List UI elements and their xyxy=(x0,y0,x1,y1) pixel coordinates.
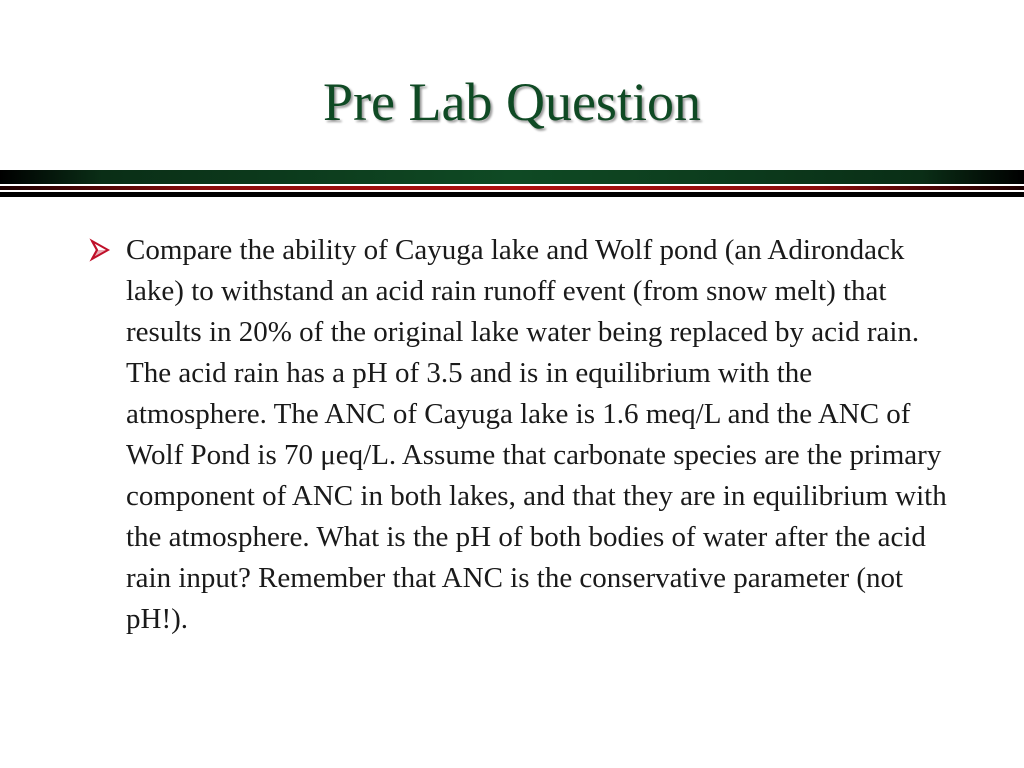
bullet-text: Compare the ability of Cayuga lake and Wolf pond (an Adirondack lake) to withstand an acid rain runoff event (from snow melt) that results in 20% of the original lake water being replaced by acid rain. The acid rain has a pH of 3.5 and is in equilibrium with the atmosphere. The ANC of Cayuga lake is 1.6 meq/L and the ANC of Wolf Pond is 70 μeq/L. Assume that carbonate species are the primary component of ANC in both lakes, and that they are in equilibrium with the atmosphere. What is the pH of both bodies of water after the acid rain input? Remember that ANC is the conservative parameter (not pH!). xyxy=(126,234,947,635)
title-rule-black xyxy=(0,192,1024,197)
title-rule-green xyxy=(0,170,1024,184)
slide-title: Pre Lab Question xyxy=(323,72,701,132)
arrow-bullet-icon xyxy=(88,238,112,262)
title-rule-red xyxy=(0,186,1024,190)
bullet-item xyxy=(88,230,948,640)
